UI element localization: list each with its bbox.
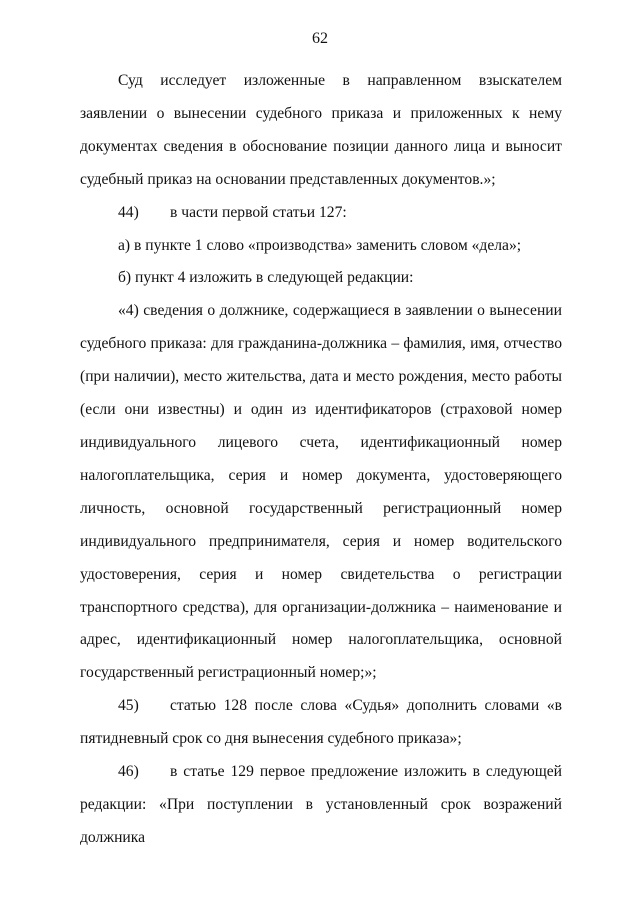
- document-body: [80, 65, 562, 855]
- paragraph-item-45: [80, 690, 562, 756]
- paragraph-subitem-a: а) в пункте 1 слово «производства» заменить словом «дела»;: [118, 236, 522, 254]
- paragraph-subitem-b: б) пункт 4 изложить в следующей редакции:: [118, 269, 414, 287]
- item-text-44: в части первой статьи 127:: [170, 203, 347, 221]
- paragraph-court-examines: Суд исследует изложенные в направленном взыскателем заявлении о вынесении судебного приказа и приложенных к нему документах сведения в обоснование позиции данного лица и выносит судебный приказ на основании представленных документов.»;: [80, 72, 562, 188]
- item-number-46: 46): [118, 763, 139, 781]
- paragraph-item-46: [80, 756, 562, 855]
- page-number: 62: [312, 30, 328, 47]
- paragraph-debtor-info: «4) сведения о должнике, содержащиеся в заявлении о вынесении судебного приказа: для гражданина-должника – фамилия, имя, отчество (при наличии), место жительства, дата и место рождения, место работы (если они известны) и один из идентификаторов (страховой номер индивидуального лицевого счета, идентификационный номер налогоплательщика, серия и номер документа, удостоверяющего личность, основной государственный регистрационный номер индивидуального предпринимателя, серия и номер водительского удостоверения, серия и номер свидетельства о регистрации транспортного средства), для организации-должника – наименование и адрес, идентификационный номер налогоплательщика, основной государственный регистрационный номер;»;: [80, 302, 562, 682]
- item-text-45: статью 128 после слова «Судья» дополнить словами «в пятидневный срок со дня вынесения судебного приказа»;: [80, 697, 562, 748]
- item-number-44: 44): [118, 203, 139, 221]
- item-text-46: в статье 129 первое предложение изложить в следующей редакции: «При поступлении в установленный срок возражений должника: [80, 763, 562, 846]
- paragraph-item-44: [80, 197, 562, 230]
- item-number-45: 45): [118, 697, 139, 715]
